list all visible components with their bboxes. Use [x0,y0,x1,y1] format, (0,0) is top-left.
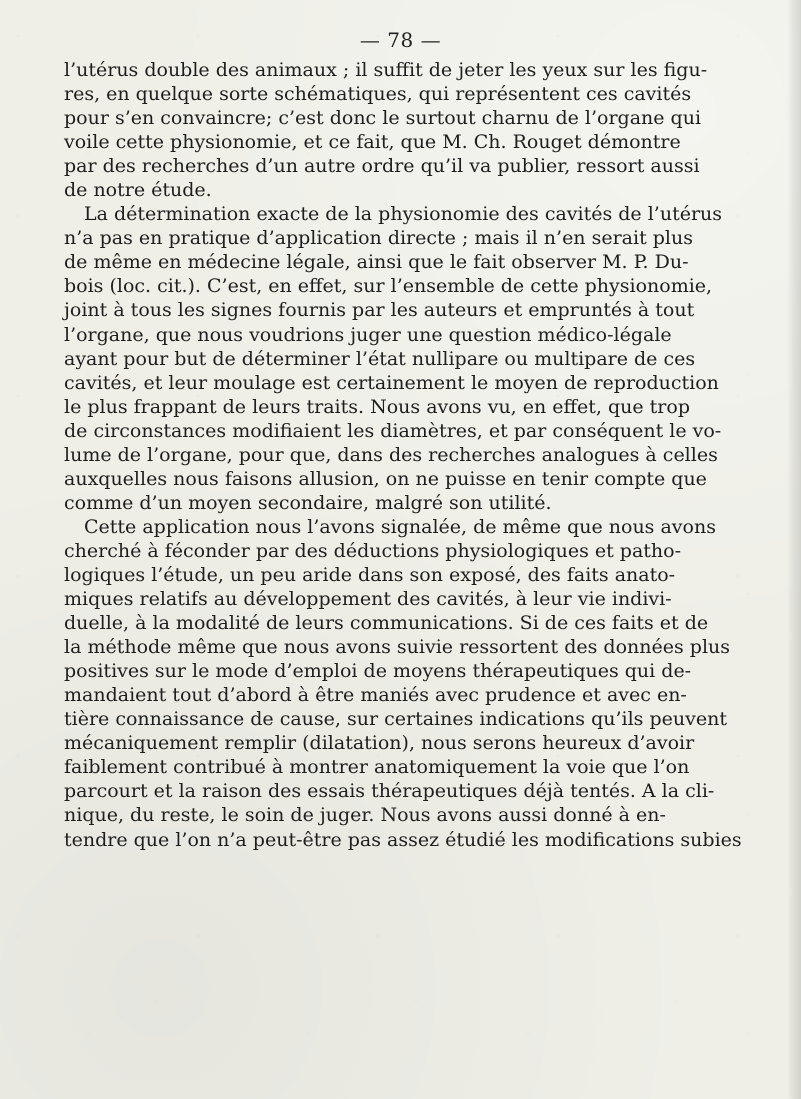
text-line: La détermination exacte de la physionomie des cavités de l’utérus [84,203,723,226]
text-line: miques relatifs au développement des cavités, à leur vie indivi- [64,588,672,611]
text-line: comme d’un moyen secondaire, malgré son utilité. [64,491,552,514]
text-line: tière connaissance de cause, sur certaines indications qu’ils peuvent [64,708,727,731]
text-line: par des recherches d’un autre ordre qu’il va publier, ressort aussi [64,155,700,178]
text-line: auxquelles nous faisons allusion, on ne puisse en tenir compte que [64,467,707,490]
text-line: de notre étude. [64,179,212,202]
text-line: le plus frappant de leurs traits. Nous avons vu, en effet, que trop [64,395,690,418]
text-line: n’a pas en pratique d’application directe ; mais il n’en serait plus [64,227,693,250]
text-line: res, en quelque sorte schématiques, qui représentent ces cavités [64,83,692,106]
text-line: ayant pour but de déterminer l’état nullipare ou multipare de ces [64,347,696,370]
text-line: duelle, à la modalité de leurs communications. Si de ces faits et de [64,612,709,635]
text-line: parcourt et la raison des essais thérapeutiques déjà tentés. A la cli- [64,780,715,803]
text-line: cavités, et leur moulage est certainement le moyen de reproduction [64,371,719,394]
text-line: joint à tous les signes fournis par les auteurs et empruntés à tout [64,299,695,322]
text-line: mandaient tout d’abord à être maniés avec prudence et avec en- [64,684,687,707]
page-edge-shadow [787,0,801,1099]
text-line: de circonstances modifiaient les diamètres, et par conséquent le vo- [64,419,722,442]
paragraph-2 [64,202,738,515]
text-line: bois (loc. cit.). C’est, en effet, sur l’ensemble de cette physionomie, [64,275,713,298]
text-line: l’organe, que nous voudrions juger une question médico-légale [64,323,672,346]
text-line: l’utérus double des animaux ; il suffit de jeter les yeux sur les figu- [64,59,708,81]
paragraph-3 [64,515,742,852]
text-line: pour s’en convaincre; c’est donc le surtout charnu de l’organe qui [64,107,702,130]
text-line: tendre que l’on n’a peut-être pas assez étudié les modifications subies [64,828,742,851]
text-line: mécaniquement remplir (dilatation), nous serons heureux d’avoir [64,732,695,755]
paragraph-1 [64,58,738,202]
text-line: lume de l’organe, pour que, dans des recherches analogues à celles [64,443,718,466]
page-number: — 78 — [359,28,442,52]
text-line: cherché à féconder par des déductions physiologiques et patho- [64,539,682,562]
text-line: Cette application nous l’avons signalée, de même que nous avons [84,515,716,538]
text-line: la méthode même que nous avons suivie ressortent des données plus [64,636,731,659]
text-line: nique, du reste, le soin de juger. Nous avons aussi donné à en- [64,804,666,827]
text-line: de même en médecine légale, ainsi que le fait observer M. P. Du- [64,251,689,274]
text-line: faiblement contribué à montrer anatomiquement la voie que l’on [64,756,690,779]
text-line: voile cette physionomie, et ce fait, que M. Ch. Rouget démontre [64,131,681,154]
text-line: positives sur le mode d’emploi de moyens thérapeutiques qui de- [64,660,692,683]
text-line: logiques l’étude, un peu aride dans son exposé, des faits anato- [64,563,676,586]
body-text [64,58,742,852]
